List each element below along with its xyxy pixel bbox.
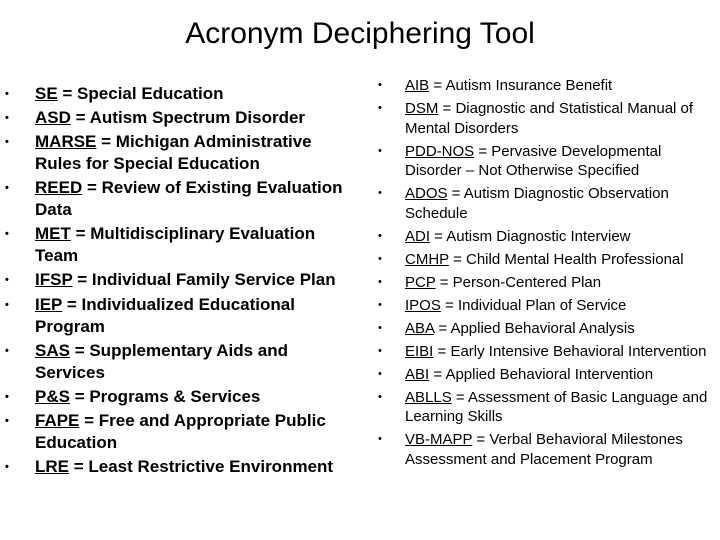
- acronym-definition: = Special Education: [57, 84, 224, 103]
- bullet-icon: •: [378, 321, 382, 334]
- acronym: IEP: [35, 294, 63, 314]
- acronym: MET: [35, 224, 71, 244]
- acronym-list-item: [0, 294, 360, 338]
- bullet-icon: •: [378, 433, 382, 445]
- acronym-list-item: [370, 296, 720, 316]
- bullet-icon: •: [5, 88, 9, 100]
- bullet-icon: •: [378, 144, 382, 157]
- acronym-definition: = Early Intensive Behavioral Intervention: [433, 342, 707, 360]
- bullet-icon: •: [5, 112, 9, 125]
- acronym-definition: = Individualized Educational Program: [35, 294, 295, 336]
- acronym-definition: = Person-Centered Plan: [435, 273, 602, 291]
- bullet-icon: •: [5, 460, 9, 473]
- bullet-icon: •: [5, 344, 9, 357]
- page-title: Acronym Deciphering Tool: [185, 17, 535, 50]
- acronym: SAS: [35, 340, 70, 360]
- acronym: IFSP: [35, 270, 73, 290]
- bullet-icon: •: [378, 367, 382, 380]
- acronym: ABLLS: [405, 388, 452, 406]
- acronym-definition: = Individual Family Service Plan: [72, 270, 336, 290]
- acronym-list-item: [0, 386, 360, 408]
- acronym-definition: = Autism Insurance Benefit: [429, 77, 613, 94]
- acronym: AIB: [405, 77, 430, 94]
- bullet-icon: •: [378, 102, 382, 114]
- acronym: MARSE: [35, 132, 97, 152]
- acronym-definition: = Child Mental Health Professional: [448, 250, 684, 268]
- acronym-definition: = Diagnostic and Statistical Manual of Mental Disorders: [405, 100, 694, 137]
- acronym-definition: = Autism Spectrum Disorder: [70, 108, 306, 128]
- acronym-list-item: [370, 99, 720, 138]
- acronym-definition: = Free and Appropriate Public Education: [35, 410, 326, 452]
- bullet-icon: •: [5, 228, 9, 241]
- acronym-list-item: [0, 177, 360, 221]
- bullet-icon: •: [5, 136, 9, 149]
- acronym-list-item: [0, 410, 360, 454]
- acronym: ABI: [405, 365, 430, 383]
- acronym-definition: = Applied Behavioral Intervention: [429, 365, 654, 383]
- acronym: EIBI: [405, 342, 434, 360]
- acronym-list-item: [0, 269, 360, 291]
- acronym: ABA: [405, 319, 435, 337]
- bullet-icon: •: [5, 414, 9, 427]
- acronym-list-item: [0, 456, 360, 478]
- acronym-definition: = Autism Diagnostic Interview: [430, 227, 631, 245]
- acronym-list-item: [0, 107, 360, 129]
- left-acronym-list: [0, 83, 360, 480]
- acronym: FAPE: [35, 410, 80, 430]
- acronym: ADOS: [405, 185, 448, 202]
- bullet-icon: •: [378, 275, 382, 288]
- acronym-list-item: [370, 273, 720, 293]
- acronym: P&S: [35, 386, 70, 406]
- acronym-definition: = Pervasive Developmental Disorder – Not Otherwise Specified: [405, 142, 662, 179]
- bullet-icon: •: [378, 187, 382, 199]
- acronym-list-item: [0, 131, 360, 175]
- acronym-definition: = Supplementary Aids and Services: [35, 340, 289, 382]
- acronym-definition: = Applied Behavioral Analysis: [434, 319, 635, 337]
- acronym-list-item: [370, 430, 720, 469]
- acronym: CMHP: [405, 250, 449, 268]
- right-acronym-list: [370, 76, 720, 473]
- acronym-definition: = Autism Diagnostic Observation Schedule: [405, 185, 669, 222]
- acronym: SE: [35, 84, 58, 103]
- acronym: LRE: [35, 456, 69, 476]
- bullet-icon: •: [378, 229, 382, 242]
- acronym: IPOS: [405, 296, 441, 314]
- acronym-list-item: [370, 342, 720, 362]
- acronym-list-item: [370, 184, 720, 223]
- bullet-icon: •: [378, 252, 382, 265]
- acronym-list-item: [0, 223, 360, 267]
- acronym-list-item: [370, 227, 720, 247]
- acronym-list-item: [370, 76, 720, 96]
- acronym-definition: = Assessment of Basic Language and Learning Skills: [405, 388, 708, 425]
- acronym: PDD-NOS: [405, 142, 475, 160]
- bullet-icon: •: [5, 182, 9, 195]
- acronym-list-item: [0, 340, 360, 384]
- acronym-list-item: [370, 319, 720, 339]
- acronym-definition: = Programs & Services: [69, 386, 261, 406]
- acronym-definition: = Individual Plan of Service: [440, 296, 627, 314]
- acronym: ADI: [405, 227, 431, 245]
- acronym: DSM: [405, 100, 439, 117]
- acronym: PCP: [405, 273, 436, 291]
- bullet-icon: •: [378, 79, 382, 91]
- bullet-icon: •: [5, 390, 9, 403]
- bullet-icon: •: [378, 390, 382, 403]
- bullet-icon: •: [5, 274, 9, 287]
- acronym-list-item: [0, 83, 360, 105]
- acronym: ASD: [35, 108, 71, 128]
- acronym-list-item: [370, 250, 720, 270]
- acronym-list-item: [370, 388, 720, 427]
- acronym-definition: = Michigan Administrative Rules for Special Education: [35, 132, 312, 174]
- acronym-definition: = Multidisciplinary Evaluation Team: [35, 224, 316, 266]
- acronym: VB-MAPP: [405, 431, 473, 448]
- acronym-list-item: [370, 365, 720, 385]
- bullet-icon: •: [5, 298, 9, 311]
- acronym-definition: = Review of Existing Evaluation Data: [35, 178, 343, 220]
- acronym: REED: [35, 178, 83, 198]
- acronym-definition: = Least Restrictive Environment: [69, 456, 334, 476]
- acronym-list-item: [370, 142, 720, 181]
- bullet-icon: •: [378, 298, 382, 311]
- acronym-definition: = Verbal Behavioral Milestones Assessment and Placement Program: [405, 431, 683, 468]
- bullet-icon: •: [378, 344, 382, 357]
